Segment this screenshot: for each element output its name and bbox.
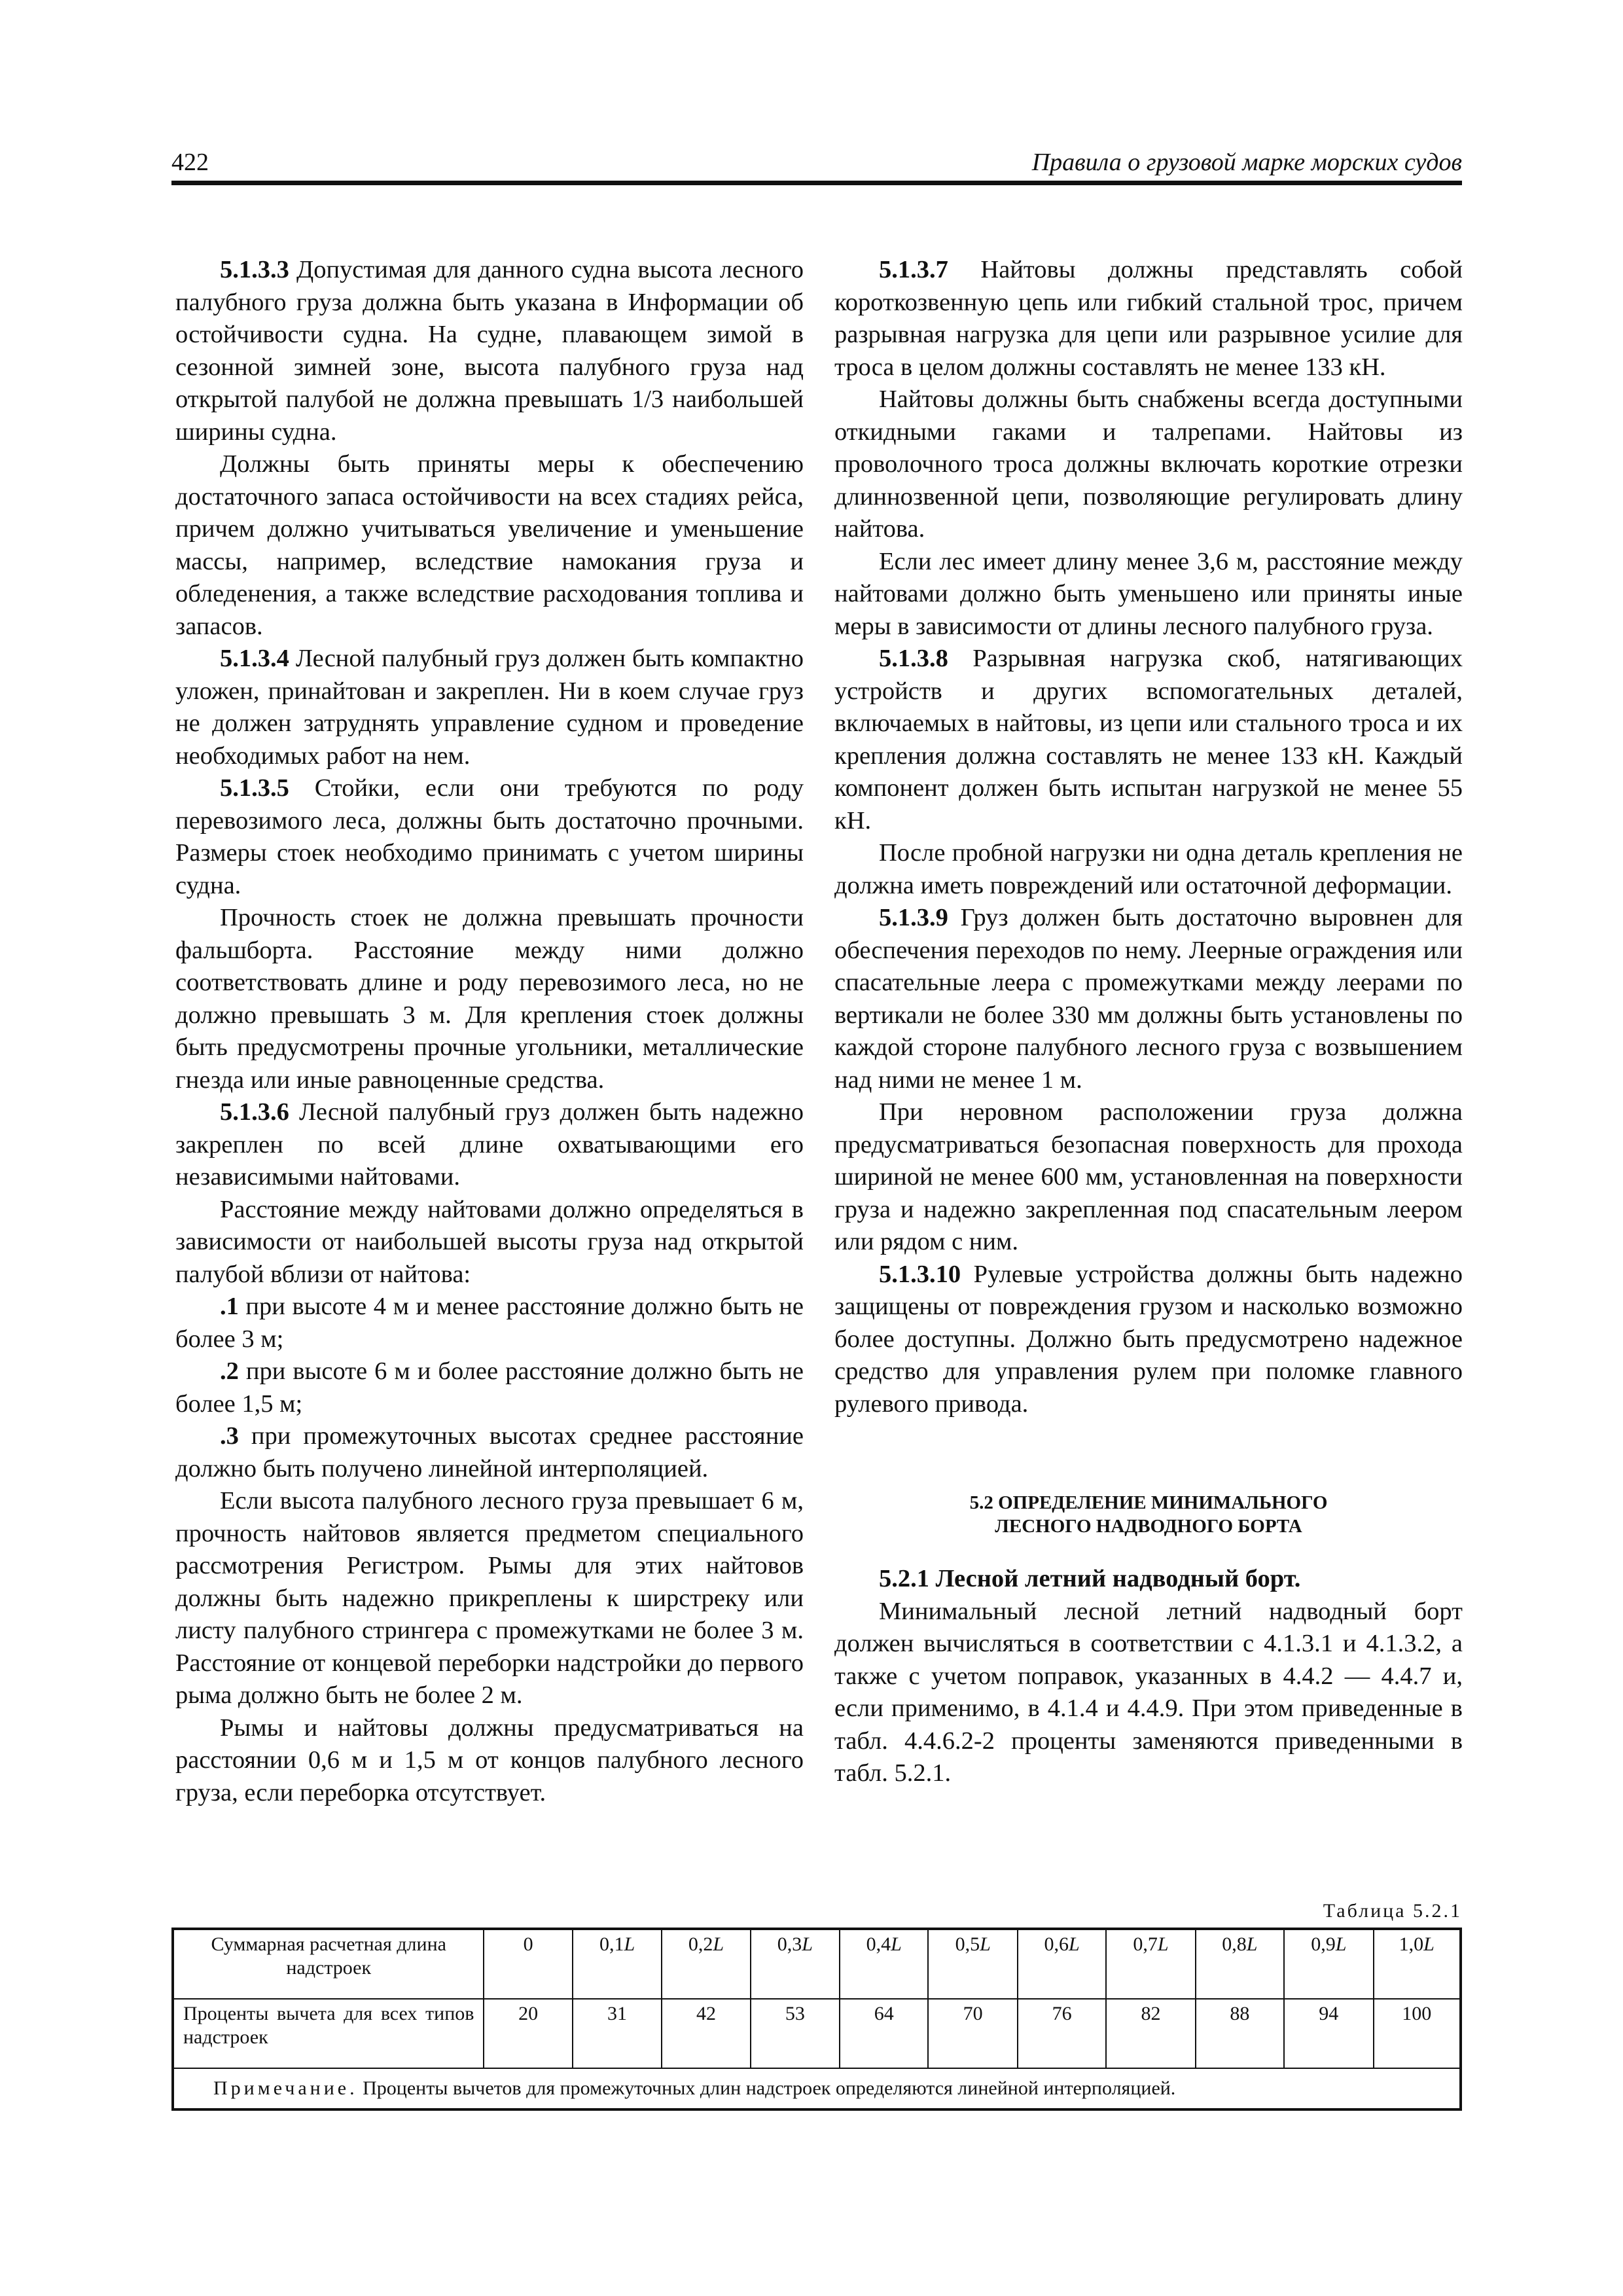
paragraph — [175, 1485, 804, 1712]
list-item — [175, 1355, 804, 1420]
paragraph — [175, 1096, 804, 1194]
clause-number: 5.1.3.4 — [220, 645, 289, 672]
note-label: Примечание. — [213, 2077, 358, 2099]
paragraph-text: Стойки, если они требуются по роду перевозимого леса, должны быть достаточно прочными. Размеры стоек необходимо принимать с учетом ширины судна. — [175, 774, 804, 899]
table-row — [173, 1929, 1461, 1999]
table-cell: 76 — [1018, 1999, 1106, 2068]
table-cell: 0 — [484, 1929, 572, 1999]
table-cell: 0,1L — [573, 1929, 662, 1999]
paragraph — [175, 772, 804, 902]
table-cell: 0,8L — [1196, 1929, 1284, 1999]
paragraph-text: Прочность стоек не должна превышать прочности фальшборта. Расстояние между ними должно соответствовать длине и роду перевозимого леса, но не должно превышать 3 м. Для крепления стоек должны быть предусмотрены прочные угольники, металлические гнезда или иные равноценные средства. — [175, 904, 804, 1094]
paragraph-text: После пробной нагрузки ни одна деталь крепления не должна иметь повреждений или остаточной деформации. — [834, 839, 1463, 899]
page-header — [171, 145, 1462, 185]
paragraph-text: при высоте 4 м и менее расстояние должно быть не более 3 м; — [175, 1293, 804, 1353]
paragraph-text: Найтовы должны представлять собой короткозвенную цепь или гибкий стальной трос, причем разрывная нагрузка для цепи или разрывное усилие для троса в целом должны составлять не менее 133 кН. — [834, 256, 1463, 381]
paragraph — [175, 1712, 804, 1810]
paragraph-text: Лесной палубный груз должен быть надежно закреплен по всей длине охватывающими его независимыми найтовами. — [175, 1098, 804, 1191]
table-cell: 100 — [1374, 1999, 1461, 2068]
table-cell: 0,6L — [1018, 1929, 1106, 1999]
paragraph-text: Должны быть приняты меры к обеспечению достаточного запаса остойчивости на всех стадиях рейса, причем должно учитываться увеличение и уменьшение массы, например, вследствие намокания груза и обледенения, а также вследствие расходования топлива и запасов. — [175, 450, 804, 640]
table-cell: 64 — [840, 1999, 928, 2068]
table-cell: 0,3L — [751, 1929, 840, 1999]
row-header: Суммарная расчетная длина надстроек — [173, 1929, 484, 1999]
paragraph-text: Лесной палубный груз должен быть компактно уложен, принайтован и закреплен. Ни в коем случае груз не должен затруднять управление судном и проведение необходимых работ на нем. — [175, 645, 804, 770]
paragraph — [834, 837, 1463, 902]
table-row — [173, 1999, 1461, 2068]
table-cell: 42 — [662, 1999, 750, 2068]
paragraph-text: Рулевые устройства должны быть надежно защищены от повреждения грузом и насколько возможно более доступны. Должно быть предусмотрено надежное средство для управления рулем при поломке главного рулевого привода. — [834, 1260, 1463, 1418]
clause-number: 5.1.3.5 — [220, 774, 289, 802]
paragraph — [175, 448, 804, 643]
paragraph — [834, 1596, 1463, 1790]
deduction-table — [171, 1928, 1462, 2111]
table-note — [173, 2068, 1461, 2109]
item-number: .2 — [220, 1357, 239, 1385]
clause-number: 5.1.3.3 — [220, 256, 289, 283]
paragraph — [834, 254, 1463, 384]
running-title: Правила о грузовой марке морских судов — [1031, 149, 1462, 176]
paragraph — [834, 1259, 1463, 1421]
clause-number: 5.1.3.10 — [879, 1260, 961, 1288]
table-cell: 94 — [1284, 1999, 1373, 2068]
paragraph — [834, 643, 1463, 837]
paragraph-text: Если лес имеет длину менее 3,6 м, расстояние между найтовами должно быть уменьшено или приняты иные меры в зависимости от длины лесного палубного груза. — [834, 547, 1463, 640]
paragraph-text: Минимальный лесной летний надводный борт должен вычисляться в соответствии с 4.1.3.1 и 4.1.3.2, а также с учетом поправок, указанных в 4.4.2 — 4.4.7 и, если применимо, в 4.1.4 и 4.4.9. При этом приведенные в табл. 4.4.6.2-2 проценты заменяются приведенными в табл. 5.2.1. — [834, 1597, 1463, 1787]
list-item — [175, 1291, 804, 1355]
note-text: Проценты вычетов для промежуточных длин надстроек определяются линейной интерполяцией. — [357, 2077, 1176, 2099]
table-cell: 31 — [573, 1999, 662, 2068]
table-caption: Таблица 5.2.1 — [1323, 1900, 1462, 1922]
subsection-heading: 5.2.1 Лесной летний надводный борт. — [879, 1565, 1301, 1592]
item-number: .3 — [220, 1422, 239, 1450]
paragraph — [834, 1096, 1463, 1259]
section-title-line: 5.2 ОПРЕДЕЛЕНИЕ МИНИМАЛЬНОГО — [969, 1492, 1328, 1513]
paragraph-text: Груз должен быть достаточно выровнен для обеспечения переходов по нему. Леерные ограждения или спасательные леера с промежутками между леерами по вертикали не более 330 мм должны быть установлены по каждой стороне палубного лесного груза с возвышением над ними не менее 1 м. — [834, 904, 1463, 1094]
paragraph-text: при промежуточных высотах среднее расстояние должно быть получено линейной интерполяцией. — [175, 1422, 804, 1482]
left-column — [175, 254, 804, 1809]
paragraph — [175, 254, 804, 448]
paragraph-text: при высоте 6 м и более расстояние должно быть не более 1,5 м; — [175, 1357, 804, 1418]
item-number: .1 — [220, 1293, 239, 1320]
table-cell: 0,7L — [1106, 1929, 1195, 1999]
paragraph — [834, 902, 1463, 1096]
table-cell: 82 — [1106, 1999, 1195, 2068]
table-cell: 0,9L — [1284, 1929, 1373, 1999]
section-title — [834, 1491, 1463, 1538]
section-title-line: ЛЕСНОГО НАДВОДНОГО БОРТА — [995, 1516, 1302, 1537]
paragraph-text: Найтовы должны быть снабжены всегда доступными откидными гаками и талрепами. Найтовы из проволочного троса должны включать короткие отрезки длиннозвенной цепи, позволяющие регулировать длину найтова. — [834, 386, 1463, 543]
paragraph-text: Расстояние между найтовами должно определяться в зависимости от наибольшей высоты груза над открытой палубой вблизи от найтова: — [175, 1195, 804, 1288]
table-cell: 88 — [1196, 1999, 1284, 2068]
page-number: 422 — [171, 149, 209, 176]
row-header: Проценты вычета для всех типов надстроек — [173, 1999, 484, 2068]
list-item — [175, 1420, 804, 1485]
clause-number: 5.1.3.9 — [879, 904, 948, 931]
table-note-row — [173, 2068, 1461, 2109]
table-cell: 0,4L — [840, 1929, 928, 1999]
clause-number: 5.1.3.7 — [879, 256, 948, 283]
paragraph — [175, 643, 804, 772]
table-cell: 0,2L — [662, 1929, 750, 1999]
table-cell: 0,5L — [928, 1929, 1017, 1999]
paragraph — [175, 902, 804, 1096]
clause-number: 5.1.3.8 — [879, 645, 948, 672]
table-cell: 1,0L — [1374, 1929, 1461, 1999]
table-cell: 53 — [751, 1999, 840, 2068]
clause-number: 5.1.3.6 — [220, 1098, 289, 1126]
paragraph-text: Рымы и найтовы должны предусматриваться на расстоянии 0,6 м и 1,5 м от концов палубного лесного груза, если переборка отсутствует. — [175, 1713, 804, 1806]
table-cell: 20 — [484, 1999, 572, 2068]
paragraph — [834, 546, 1463, 643]
paragraph — [175, 1194, 804, 1291]
table-cell: 70 — [928, 1999, 1017, 2068]
paragraph — [834, 384, 1463, 546]
paragraph-text: Допустимая для данного судна высота лесного палубного груза должна быть указана в Информации об остойчивости судна. На судне, плавающем зимой в сезонной зимней зоне, высота палубного груза над открытой палубой не должна превышать 1/3 наибольшей ширины судна. — [175, 256, 804, 446]
paragraph-text: Разрывная нагрузка скоб, натягивающих устройств и других вспомогательных деталей, включаемых в найтовы, из цепи или стального троса и их крепления должна составлять не менее 133 кН. Каждый компонент должен быть испытан нагрузкой не менее 55 кН. — [834, 645, 1463, 834]
paragraph-text: Если высота палубного лесного груза превышает 6 м, прочность найтовов является предметом специального рассмотрения Регистром. Рымы для этих найтовов должны быть надежно прикреплены к ширстреку или листу палубного стрингера с промежутками не более 3 м. Расстояние от концевой переборки надстройки до первого рыма должно быть не более 2 м. — [175, 1487, 804, 1709]
paragraph-text: При неровном расположении груза должна предусматриваться безопасная поверхность для прохода шириной не менее 600 мм, установленная на поверхности груза и надежно закрепленная под спасательным леером или рядом с ним. — [834, 1098, 1463, 1255]
right-column — [834, 254, 1463, 1790]
